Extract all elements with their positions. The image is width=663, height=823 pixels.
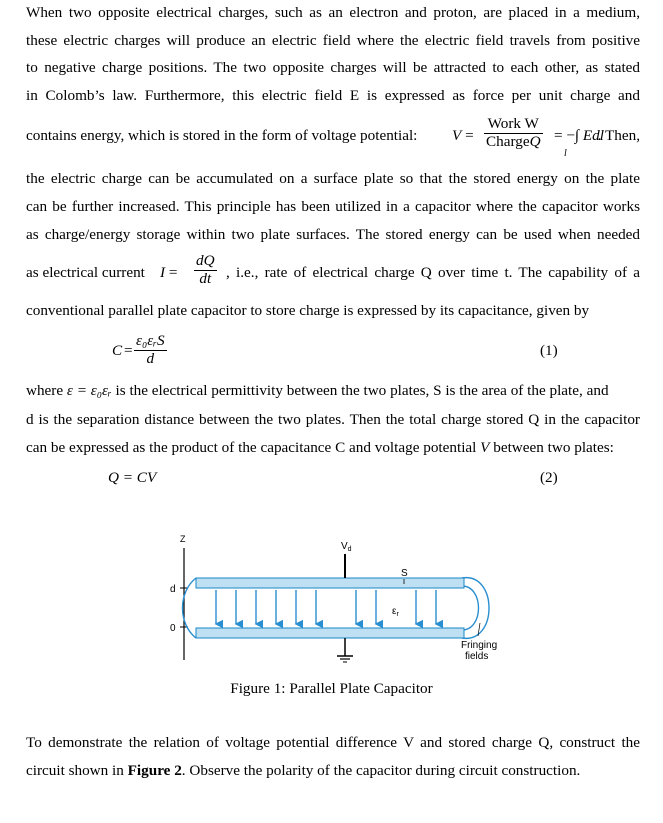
equation-2-number: (2) (540, 469, 558, 486)
fringing-label-line1: Fringing (461, 640, 498, 651)
parallel-plate-capacitor-figure (0, 520, 663, 680)
capacitance-symbol: C (112, 342, 123, 359)
fraction-denominator: Charge (486, 132, 530, 150)
voltage-label: $V_d$ (341, 541, 352, 553)
para2-line3: as charge/energy storage within two plate surfaces. The stored energy can be used when needed (26, 226, 640, 243)
capacitance-fraction (134, 333, 167, 367)
right-fringing-field-inner (462, 586, 479, 630)
para3-line2: d is the separation distance between the two plates. Then the total charge stored Q in the capacitor (26, 411, 640, 428)
fringing-label-line2: fields (465, 651, 489, 662)
area-label: S (401, 568, 408, 579)
dq-dt-fraction (194, 253, 217, 287)
para2-line4-text: as electrical current (26, 264, 145, 281)
para1-line1: When two opposite electrical charges, such as an electron and proton, are placed in a medium, (26, 4, 640, 21)
para3-line3-end: between two plates: (493, 439, 614, 456)
permittivity-equation: ε = ε₀εᵣ (66, 382, 112, 399)
para3-line3-start: can be expressed as the product of the capacitance C and voltage potential (26, 439, 477, 456)
para3-line1 (26, 382, 640, 400)
para1-line5-end: . Then, (597, 127, 640, 144)
para4-line2-end: . Observe the polarity of the capacitor during circuit construction. (181, 762, 581, 779)
line-integral (554, 127, 604, 145)
capacitance-numerator: ε₀εᵣS (136, 332, 165, 349)
para3-line1-start: where (26, 382, 64, 399)
para2-line1: the electric charge can be accumulated on a surface plate so that the stored energy on the plate (26, 170, 640, 187)
para1-line5-text: contains energy, which is stored in the form of voltage potential: (26, 127, 418, 144)
permittivity-label: $\varepsilon_r$ (392, 606, 399, 618)
dq-numerator: dQ (196, 252, 215, 269)
integral-body: Edl (582, 127, 604, 144)
figure-2-reference: Figure 2 (127, 762, 182, 779)
fraction-numerator: Work W (484, 116, 543, 134)
para2-line5: conventional parallel plate capacitor to store charge is expressed by its capacitance, given by (26, 302, 590, 319)
para1-line3: to negative charge positions. The two opposite charges will be attracted to each other, as stated (26, 59, 640, 76)
para2-line2: can be further increased. This principle has been utilized in a capacitor where the capacitor works (26, 198, 640, 215)
figure-caption: Figure 1: Parallel Plate Capacitor (230, 680, 433, 697)
para4-line1: To demonstrate the relation of voltage potential difference V and stored charge Q, construct the (26, 734, 640, 751)
field-lines (216, 590, 436, 624)
capacitance-denominator: d (146, 349, 155, 367)
para2-line4-end: , i.e., rate of electrical charge Q over time t. The capability of a (226, 264, 640, 281)
voltage-symbol: V (452, 127, 462, 144)
z-axis-label: Z (180, 534, 186, 544)
top-plate (196, 578, 464, 588)
bottom-plate (196, 628, 464, 638)
integral-sign: = −∫ (554, 127, 583, 144)
para2-line4: as electrical current I = $\frac{dQ}{dt}$ , i.e., rate of electrical charge Q over time t. The capability of a (26, 252, 640, 287)
work-over-charge-fraction (484, 116, 543, 150)
para4-line2 (26, 762, 640, 780)
voltage-symbol-2: V (480, 439, 490, 456)
para3-line3 (26, 439, 640, 457)
tick-d-label: d (170, 584, 176, 595)
para1-line5: contains energy, which is stored in the form of voltage potential: V = Work W ChargeQ = −∫ Edl l . Then, (26, 115, 640, 159)
para1-line2: these electric charges will produce an electric field where the electric field travels from positive (26, 32, 640, 49)
tick-0-label: 0 (170, 623, 176, 634)
ground-icon (337, 656, 353, 662)
para3-line1-end: is the electrical permittivity between the two plates, S is the area of the plate, and (115, 382, 609, 399)
integral-subscript: l (564, 148, 567, 159)
equation-1-number: (1) (540, 342, 558, 359)
dt-denominator: dt (199, 269, 212, 287)
para1-line4: in Colomb’s law. Furthermore, this electric field E is expressed as force per unit charge and (26, 87, 640, 104)
fraction-denominator-q: Q (529, 132, 541, 150)
current-symbol: I (160, 264, 166, 281)
equation-1: C = ε₀εᵣS d (112, 332, 165, 367)
equation-2: Q = CV (108, 469, 157, 486)
para4-line2-start: circuit shown in (26, 762, 124, 779)
